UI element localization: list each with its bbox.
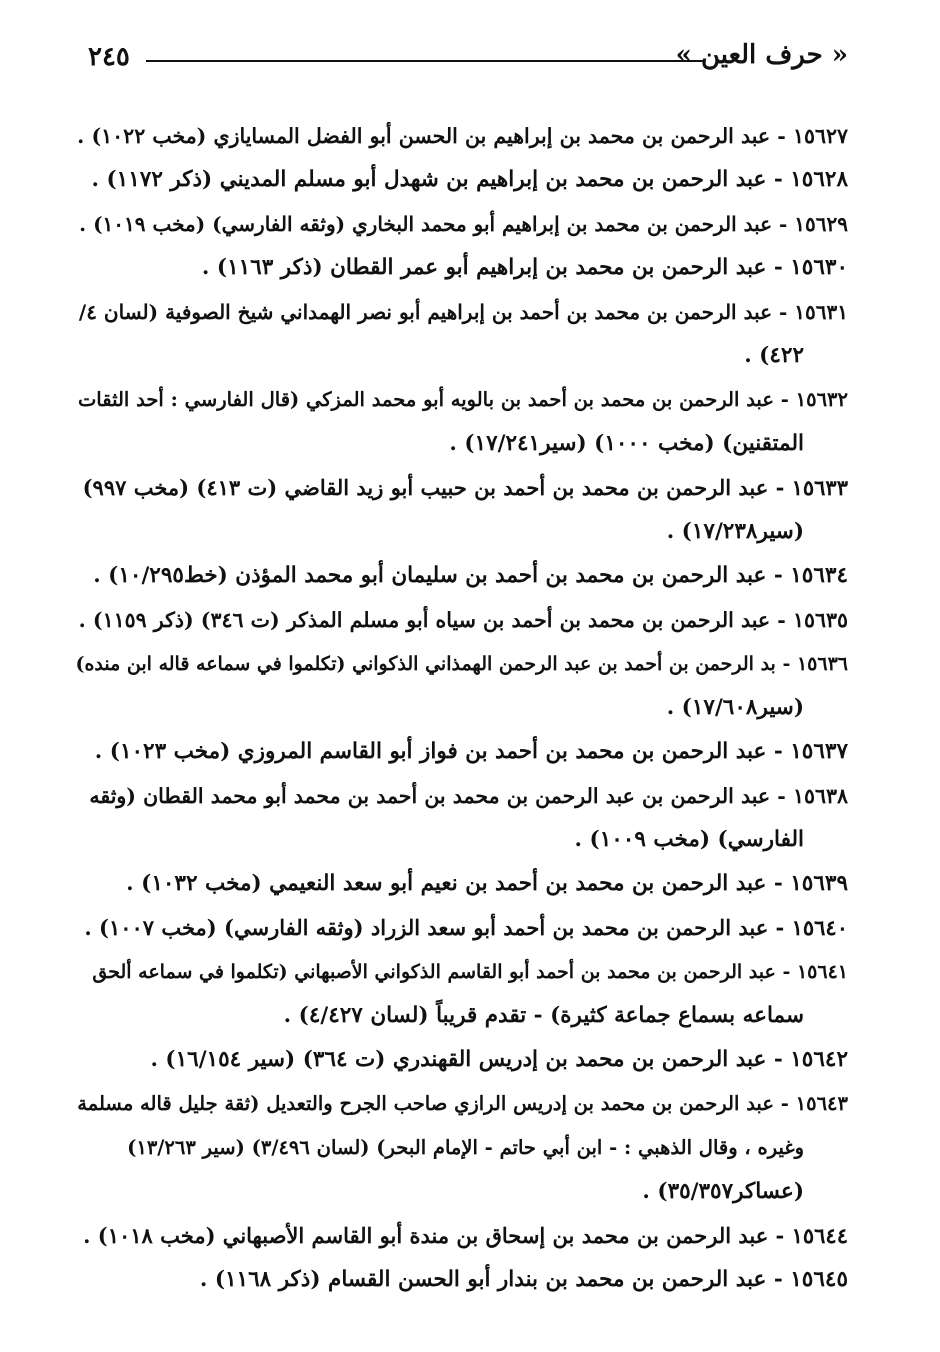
- entry-15627: [74, 114, 848, 158]
- entry-15645: [74, 1258, 848, 1302]
- page-header: [76, 40, 848, 80]
- entry-15632: [74, 378, 848, 466]
- entry-line: ١٥٦٤١ - عبد الرحمن بن محمد بن أحمد أبو القاسم الذكواني الأصبهاني (تكلموا في سماعه ألحق: [92, 961, 848, 983]
- entry-continuation: (سير١٧/٦٠٨) .: [666, 695, 804, 720]
- entry-continuation: (سير١٧/٢٣٨) .: [666, 519, 804, 544]
- entry-15636: [74, 642, 848, 730]
- entry-line: ١٥٦٣١ - عبد الرحمن بن محمد بن أحمد بن إبراهيم أبو نصر الهمداني شيخ الصوفية (لسان ٤/: [78, 300, 848, 324]
- entry-line: ١٥٦٤٥ - عبد الرحمن بن محمد بن بندار أبو الحسن القسام (ذكر ١١٦٨) .: [199, 1267, 848, 1292]
- entry-line: ١٥٦٢٩ - عبد الرحمن بن محمد بن إبراهيم أبو محمد البخاري (وثقه الفارسي) (مخب ١٠١٩) .: [79, 212, 848, 236]
- entry-line: ١٥٦٣٠ - عبد الرحمن بن محمد بن إبراهيم أبو عمر القطان (ذكر ١١٦٣) .: [201, 255, 848, 280]
- entry-15643: [74, 1082, 848, 1214]
- entry-15644: [74, 1214, 848, 1258]
- entry-15639: [74, 862, 848, 906]
- entry-15630: [74, 246, 848, 290]
- entry-line: ١٥٦٣٨ - عبد الرحمن بن عبد الرحمن بن محمد بن أحمد بن محمد أبو محمد القطان (وثقه: [89, 784, 848, 808]
- entry-line: ١٥٦٣٢ - عبد الرحمن بن محمد بن أحمد بن بالويه أبو محمد المزكي (قال الفارسي : أحد الثقات: [77, 388, 848, 411]
- entry-line: ١٥٦٣٥ - عبد الرحمن بن محمد بن أحمد بن سياه أبو مسلم المذكر (ت ٣٤٦) (ذكر ١١٥٩) .: [78, 608, 848, 632]
- entry-line: ١٥٦٣٦ - بد الرحمن بن أحمد بن عبد الرحمن الهمذاني الذكواني (تكلموا في سماعه قاله ابن منده): [75, 653, 848, 675]
- entry-line: ١٥٦٤٤ - عبد الرحمن بن محمد بن إسحاق بن مندة أبو القاسم الأصبهاني (مخب ١٠١٨) .: [83, 1223, 848, 1248]
- chapter-title: « حرف العين »: [675, 40, 848, 70]
- entry-15629: [74, 202, 848, 246]
- entry-continuation: سماعه بسماع جماعة كثيرة) - تقدم قريباً (لسان ٤/٤٢٧) .: [283, 1003, 804, 1028]
- entry-continuation: المتقنين) (مخب ١٠٠٠) (سير١٧/٢٤١) .: [449, 431, 804, 456]
- entry-continuation: (عساكر٣٥/٣٥٧) .: [642, 1179, 804, 1204]
- entry-15638: [74, 774, 848, 862]
- entry-continuation: وغيره ، وقال الذهبي : - ابن أبي حاتم - الإمام البحر) (لسان ٣/٤٩٦) (سير ١٣/٢٦٣): [127, 1136, 804, 1159]
- entry-15635: [74, 598, 848, 642]
- entry-15641: [74, 950, 848, 1038]
- page-number: ٢٤٥: [88, 42, 130, 72]
- entry-continuation: الفارسي) (مخب ١٠٠٩) .: [574, 827, 804, 852]
- entry-line: ١٥٦٣٧ - عبد الرحمن بن محمد بن أحمد بن فواز أبو القاسم المروزي (مخب ١٠٢٣) .: [94, 739, 848, 764]
- header-rule: [146, 60, 703, 62]
- entry-line: ١٥٦٢٧ - عبد الرحمن بن محمد بن إبراهيم بن الحسن أبو الفضل المسايازي (مخب ١٠٢٢) .: [77, 124, 848, 148]
- entry-continuation: ٤٢٢) .: [744, 343, 804, 368]
- entry-line: ١٥٦٣٣ - عبد الرحمن بن محمد بن أحمد بن حبيب أبو زيد القاضي (ت ٤١٣) (مخب ٩٩٧): [82, 475, 848, 500]
- entry-15634: [74, 554, 848, 598]
- entry-15631: [74, 290, 848, 378]
- entry-15640: [74, 906, 848, 950]
- entry-15633: [74, 466, 848, 554]
- entry-line: ١٥٦٣٤ - عبد الرحمن بن محمد بن أحمد بن سليمان أبو محمد المؤذن (خط١٠/٢٩٥) .: [93, 563, 848, 588]
- entry-line: ١٥٦٢٨ - عبد الرحمن بن محمد بن إبراهيم بن شهدل أبو مسلم المديني (ذكر ١١٧٢) .: [91, 167, 848, 192]
- entry-line: ١٥٦٤٠ - عبد الرحمن بن محمد بن أحمد أبو سعد الزراد (وثقه الفارسي) (مخب ١٠٠٧) .: [84, 915, 848, 940]
- entry-15637: [74, 730, 848, 774]
- entry-line: ١٥٦٤٣ - عبد الرحمن بن محمد بن إدريس الرازي صاحب الجرح والتعديل (ثقة جليل قاله مسلمة: [77, 1092, 848, 1115]
- entry-15642: [74, 1038, 848, 1082]
- entry-line: ١٥٦٣٩ - عبد الرحمن بن محمد بن أحمد بن نعيم أبو سعد النعيمي (مخب ١٠٣٢) .: [126, 871, 848, 896]
- entry-line: ١٥٦٤٢ - عبد الرحمن بن محمد بن إدريس القهندري (ت ٣٦٤) (سير ١٦/١٥٤) .: [150, 1047, 848, 1072]
- entries-list: [74, 114, 848, 1302]
- entry-15628: [74, 158, 848, 202]
